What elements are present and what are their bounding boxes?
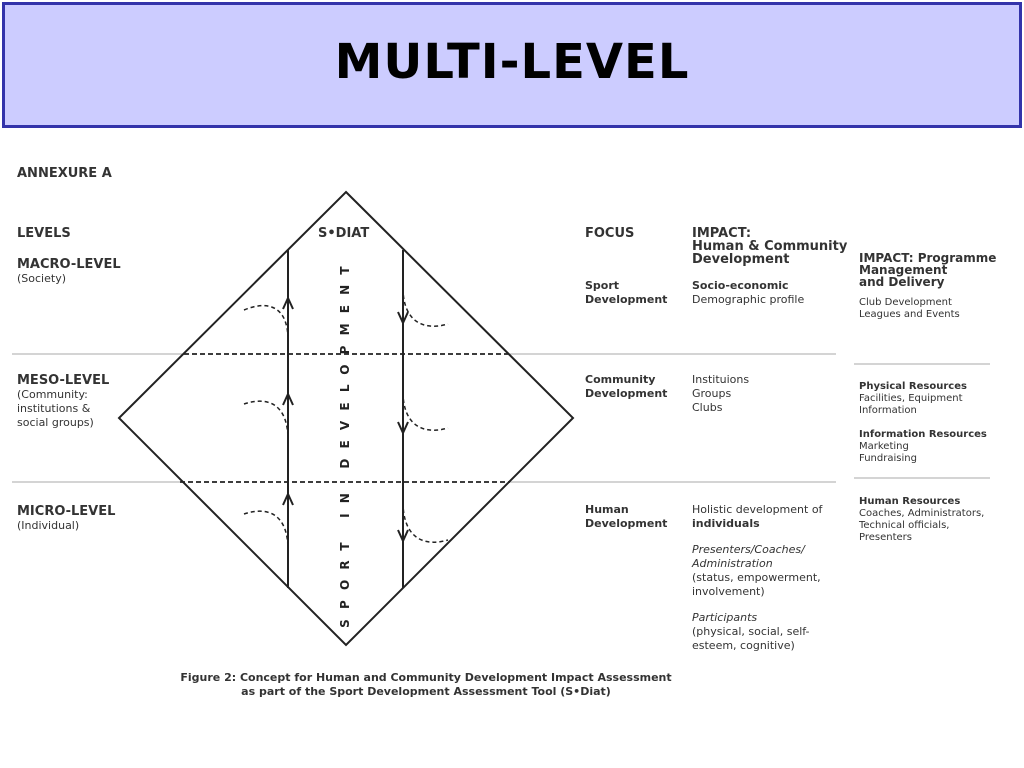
- impact-micro-line1: Holistic development of: [692, 503, 823, 516]
- meso-level-desc-2: institutions &: [17, 402, 91, 415]
- meso-level-desc-3: social groups): [17, 416, 94, 429]
- focus-sport-1: Sport: [585, 279, 620, 292]
- levels-header: LEVELS: [17, 226, 71, 241]
- human-resources-title: Human Resources: [859, 496, 961, 507]
- macro-level-desc: (Society): [17, 272, 66, 285]
- impact-hcd-header-1: IMPACT:: [692, 226, 752, 241]
- focus-human-2: Development: [585, 517, 668, 530]
- impact-meso-3: Clubs: [692, 401, 723, 414]
- impact-presenters-italic-2: Administration: [692, 557, 773, 570]
- micro-level-desc: (Individual): [17, 519, 80, 532]
- impact-participants-2: esteem, cognitive): [692, 639, 795, 652]
- focus-human-1: Human: [585, 503, 629, 516]
- focus-sport-2: Development: [585, 293, 668, 306]
- vertical-label-container: [331, 256, 359, 628]
- impact-hcd-header-3: Development: [692, 252, 790, 267]
- impact-presenters-2: involvement): [692, 585, 765, 598]
- club-development: Club Development: [859, 297, 952, 308]
- sodiat-header: S•DIAT: [318, 226, 370, 241]
- figure-caption-line-2: as part of the Sport Development Assessment Tool (S•Diat): [241, 685, 611, 698]
- impact-presenters-1: (status, empowerment,: [692, 571, 821, 584]
- information-resources-title: Information Resources: [859, 429, 987, 440]
- macro-level-name: MACRO-LEVEL: [17, 257, 121, 272]
- slide-title: MULTI-LEVEL: [334, 34, 690, 90]
- physical-resources-item-2: Information: [859, 405, 917, 416]
- focus-community-1: Community: [585, 373, 656, 386]
- impact-participants-1: (physical, social, self-: [692, 625, 810, 638]
- impact-hcd-header-2: Human & Community: [692, 239, 848, 254]
- human-resources-item-2: Technical officials,: [859, 520, 950, 531]
- human-resources-item-3: Presenters: [859, 532, 912, 543]
- impact-micro-line2: individuals: [692, 517, 760, 530]
- impact-meso-1: Instituions: [692, 373, 750, 386]
- micro-level-name: MICRO-LEVEL: [17, 504, 116, 519]
- figure-caption: [150, 671, 702, 699]
- impact-pmd-header-2: Management: [859, 263, 948, 277]
- meso-level-desc-1: (Community:: [17, 388, 88, 401]
- human-resources-item-1: Coaches, Administrators,: [859, 508, 985, 519]
- impact-pmd-header-1: IMPACT: Programme: [859, 251, 997, 265]
- impact-presenters-italic-1: Presenters/Coaches/: [692, 543, 805, 556]
- focus-header: FOCUS: [585, 226, 635, 241]
- impact-meso-2: Groups: [692, 387, 732, 400]
- impact-macro-text: Demographic profile: [692, 293, 805, 306]
- information-resources-item-1: Marketing: [859, 441, 909, 452]
- impact-participants-italic: Participants: [692, 611, 758, 624]
- vertical-label-sport-in-development: SPORT IN DEVELOPMENT: [338, 256, 352, 628]
- impact-pmd-header-3: and Delivery: [859, 275, 945, 289]
- focus-community-2: Development: [585, 387, 668, 400]
- impact-macro-bold: Socio-economic: [692, 279, 789, 292]
- leagues-events: Leagues and Events: [859, 309, 960, 320]
- physical-resources-item-1: Facilities, Equipment: [859, 393, 963, 404]
- meso-level-name: MESO-LEVEL: [17, 373, 110, 388]
- figure-caption-line-1: Figure 2: Concept for Human and Community Development Impact Assessment: [180, 671, 672, 684]
- annexure-heading: ANNEXURE A: [17, 166, 112, 181]
- information-resources-item-2: Fundraising: [859, 453, 917, 464]
- physical-resources-title: Physical Resources: [859, 381, 967, 392]
